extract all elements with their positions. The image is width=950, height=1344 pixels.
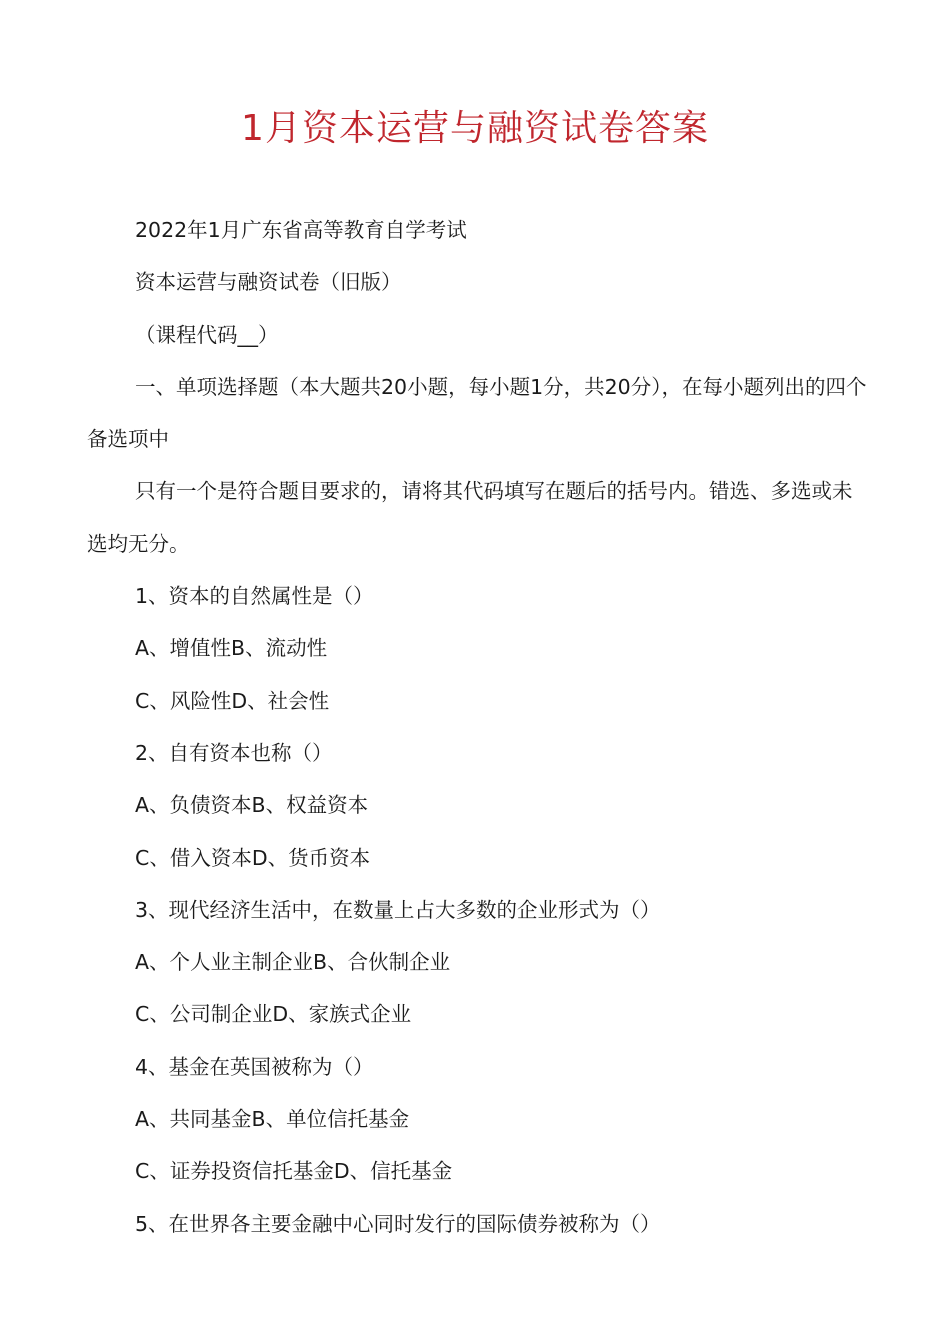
- course-code: （课程代码__）: [135, 322, 279, 347]
- document-title: 1月资本运营与融资试卷答案: [241, 108, 709, 149]
- question-3-options-ab: A、个人业主制企业B、合伙制企业: [135, 950, 451, 975]
- question-2-stem: 2、自有资本也称（）: [135, 740, 333, 765]
- question-1-options-cd: C、风险性D、社会性: [135, 688, 330, 713]
- question-4-stem: 4、基金在英国被称为（）: [135, 1054, 374, 1079]
- document-body: [87, 204, 867, 1250]
- question-5-stem: 5、在世界各主要金融中心同时发行的国际债券被称为（）: [135, 1211, 661, 1236]
- exam-name: 2022年1月广东省高等教育自学考试: [135, 218, 467, 242]
- question-2-options-cd: C、借入资本D、货币资本: [135, 845, 371, 870]
- question-3-options-cd: C、公司制企业D、家族式企业: [135, 1002, 412, 1027]
- section-heading: 一、单项选择题（本大题共20小题，每小题1分，共20分），在每小题列出的四个备选项中: [87, 374, 867, 452]
- question-4-options-cd: C、证券投资信托基金D、信托基金: [135, 1159, 453, 1184]
- paper-name: 资本运营与融资试卷（旧版）: [135, 270, 402, 295]
- instructions: 只有一个是符合题目要求的，请将其代码填写在题后的括号内。错选、多选或未选均无分。: [87, 479, 853, 556]
- question-3-stem: 3、现代经济生活中，在数量上占大多数的企业形式为（）: [135, 897, 661, 922]
- question-1-options-ab: A、增值性B、流动性: [135, 636, 328, 661]
- question-1-stem: 1、资本的自然属性是（）: [135, 584, 374, 609]
- question-4-options-ab: A、共同基金B、单位信托基金: [135, 1107, 410, 1132]
- question-2-options-ab: A、负债资本B、权益资本: [135, 793, 369, 818]
